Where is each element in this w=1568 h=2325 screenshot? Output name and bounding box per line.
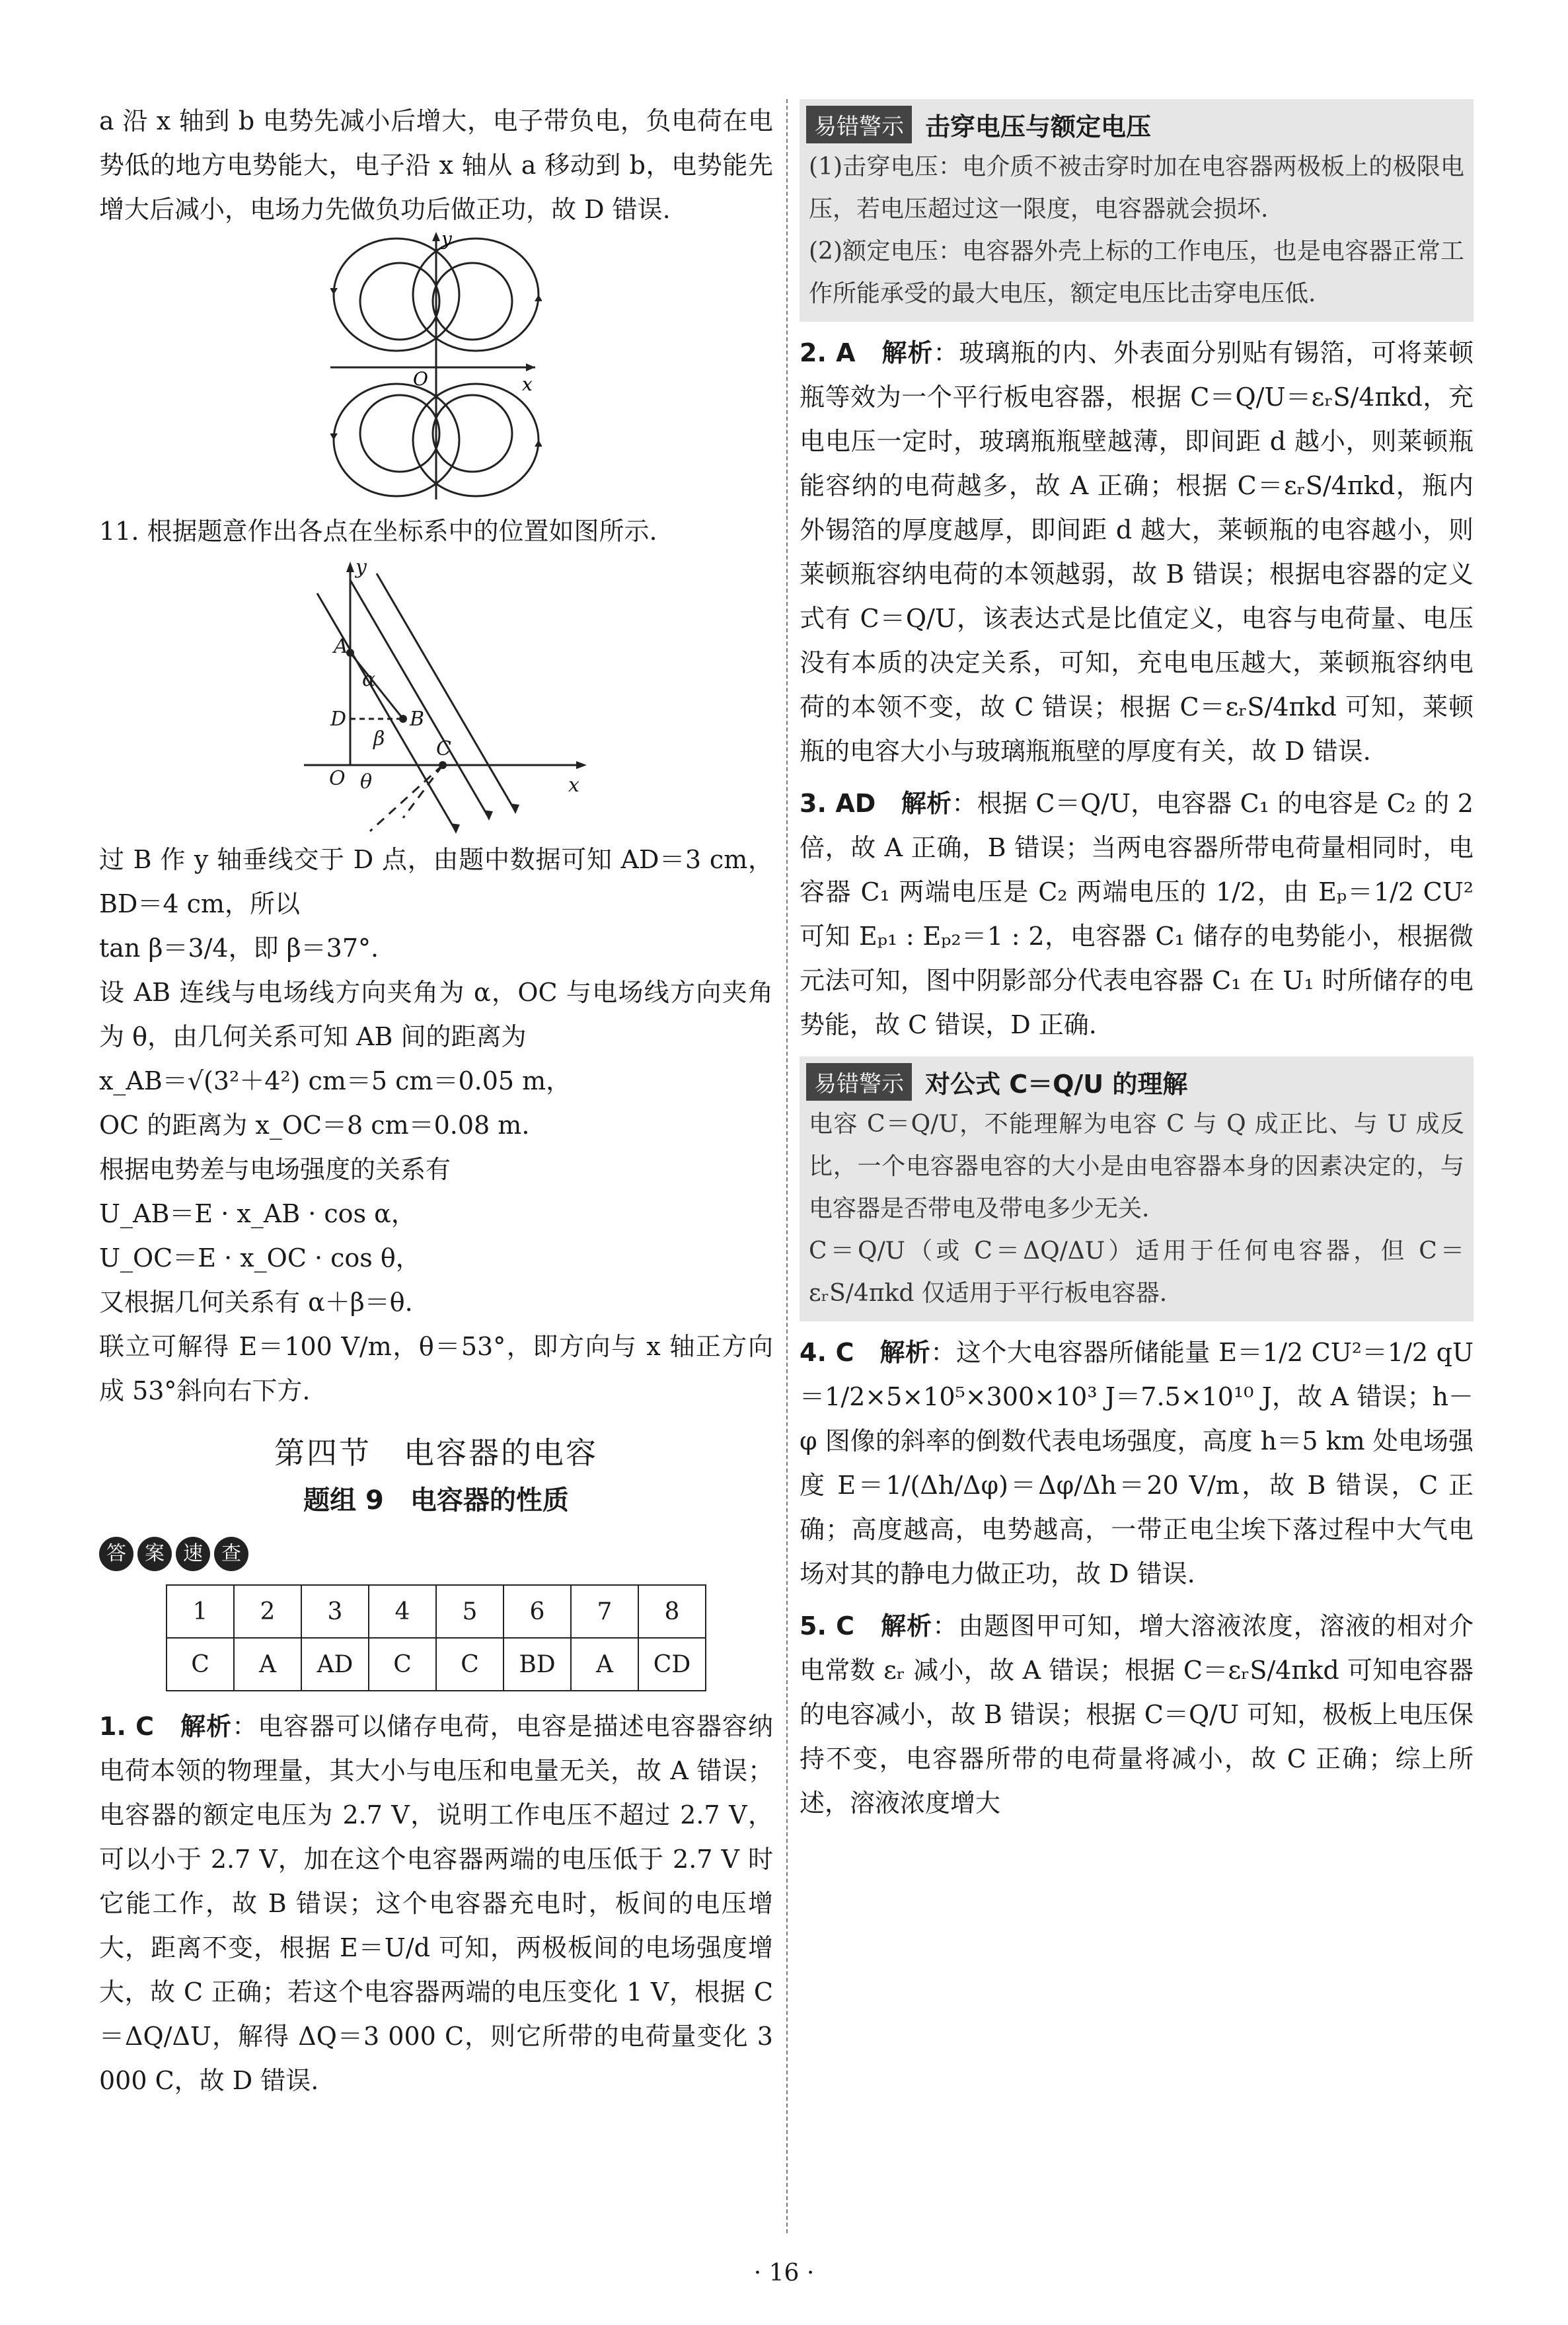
solution-line: OC 的距离为 x_OC＝8 cm＝0.08 m. — [99, 1111, 530, 1140]
answer-key-badge — [99, 1537, 773, 1571]
warning-tag: 易错警示 — [806, 106, 912, 143]
page-number: · 16 · — [753, 2260, 815, 2287]
q1-label: 解析 — [180, 1712, 233, 1741]
q4-text: ：这个大电容器所储能量 E＝1/2 CU²＝1/2 qU＝1/2×5×10⁵×300×10³ J＝7.5×10¹⁰ J，故 A 错误；h－φ 图像的斜率的倒数代表电场强度，高度 h＝5 km 处电场强度 E＝1/(Δh/Δφ)＝Δφ/Δh＝20 V/m，故 B 错误，C 正确；高度越高，电势越高，一带正电尘埃下落过程中大气电场对其的静电力做正功，故 D 错误. — [800, 1338, 1474, 1588]
answer-key: BD — [504, 1638, 571, 1691]
solution-line: 设 AB 连线与电场线方向夹角为 α，OC 与电场线方向夹角为 θ，由几何关系可知 AB 间的距离为 — [99, 978, 773, 1051]
fig1-origin-label: O — [413, 368, 428, 390]
warning-text: C＝Q/U（或 C＝ΔQ/ΔU）适用于任何电容器，但 C＝εᵣS/4πkd 仅适用于平行板电容器. — [809, 1237, 1464, 1307]
fig2-O: O — [329, 767, 346, 790]
fig2-B: B — [410, 708, 425, 731]
q5-text: ：由题图甲可知，增大溶液浓度，溶液的相对介电常数 εᵣ 减小，故 A 错误；根据 C＝εᵣS/4πkd 可知电容器的电容减小，故 B 错误；根据 C＝Q/U 可知，极板上电压保持不变，电容器所带的电荷量将减小，故 C 正确；综上所述，溶液浓度增大 — [800, 1611, 1474, 1818]
answer-key: CD — [638, 1638, 706, 1691]
q2-number: 2. A — [800, 338, 856, 367]
answer-num: 3 — [301, 1585, 369, 1638]
solution-line: 联立可解得 E＝100 V/m，θ＝53°，即方向与 x 轴正方向成 53°斜向右下方. — [99, 1332, 773, 1405]
warning-text: (2)额定电压：电容器外壳上标的工作电压，也是电容器正常工作所能承受的最大电压，额定电压比击穿电压低. — [809, 238, 1464, 307]
answer-key: A — [571, 1638, 638, 1691]
warning-tag: 易错警示 — [806, 1063, 912, 1101]
warning-box-breakdown — [800, 99, 1474, 322]
q2-solution — [800, 331, 1474, 774]
column-divider — [786, 99, 788, 2233]
badge-char: 速 — [176, 1537, 210, 1571]
solution-line: x_AB＝√(3²＋4²) cm＝5 cm＝0.05 m， — [99, 1066, 572, 1095]
warning-box-formula — [800, 1056, 1474, 1321]
answer-num: 8 — [638, 1585, 706, 1638]
q5-solution — [800, 1604, 1474, 1826]
fig1-x-label: x — [522, 373, 533, 395]
answer-key: C — [167, 1638, 234, 1691]
fig2-x: x — [568, 774, 579, 797]
fig2-theta: θ — [360, 770, 373, 793]
q1-solution — [99, 1705, 773, 2103]
answer-num: 5 — [436, 1585, 504, 1638]
solution-line: 过 B 作 y 轴垂线交于 D 点，由题中数据可知 AD＝3 cm，BD＝4 cm，所以 — [99, 845, 773, 918]
coordinate-figure — [278, 554, 595, 838]
q2-label: 解析 — [881, 338, 934, 367]
fig2-D: D — [330, 708, 347, 731]
answer-table — [166, 1584, 706, 1691]
fig1-y-label: y — [441, 232, 452, 250]
solution-line: 又根据几何关系有 α＋β＝θ. — [99, 1288, 413, 1317]
left-column — [99, 99, 773, 2103]
warning-text: 电容 C＝Q/U，不能理解为电容 C 与 Q 成正比、与 U 成反比，一个电容器电容的大小是由电容器本身的因素决定的，与电容器是否带电及带电多少无关. — [809, 1111, 1464, 1222]
solution-line: tan β＝3/4，即 β＝37°. — [99, 934, 379, 963]
q3-solution — [800, 782, 1474, 1047]
answer-key-row — [167, 1638, 706, 1691]
q4-label: 解析 — [879, 1338, 931, 1367]
q1-text: ：电容器可以储存电荷，电容是描述电容器容纳电荷本领的物理量，其大小与电压和电量无关，故 A 错误；电容器的额定电压为 2.7 V，说明工作电压不超过 2.7 V，可以小于 2.7 V，加在这个电容器两端的电压低于 2.7 V 时它能工作，故 B 错误；这个电容器充电时，板间的电压增大，距离不变，根据 E＝U/d 可知，两极板间的电场强度增大，故 C 正确；若这个电容器两端的电压变化 1 V，根据 C＝ΔQ/ΔU，解得 ΔQ＝3 000 C，则它所带的电荷量变化 3 000 C，故 D 错误. — [99, 1712, 773, 2095]
q3-number: 3. AD — [800, 789, 876, 818]
q5-number: 5. C — [800, 1611, 855, 1641]
warning-title: 对公式 C＝Q/U 的理解 — [925, 1070, 1188, 1099]
answer-num: 6 — [504, 1585, 571, 1638]
badge-char: 案 — [137, 1537, 172, 1571]
badge-char: 答 — [99, 1537, 133, 1571]
q4-number: 4. C — [800, 1338, 854, 1367]
q5-label: 解析 — [881, 1611, 933, 1641]
answer-key: C — [436, 1638, 504, 1691]
answer-key: C — [369, 1638, 436, 1691]
answer-key: AD — [301, 1638, 369, 1691]
section-title: 第四节 电容器的电容 — [274, 1435, 598, 1471]
warning-title: 击穿电压与额定电压 — [925, 112, 1152, 141]
answer-num: 7 — [571, 1585, 638, 1638]
answer-key: A — [234, 1638, 301, 1691]
q3-label: 解析 — [901, 789, 952, 818]
badge-char: 查 — [214, 1537, 248, 1571]
q4-solution — [800, 1331, 1474, 1596]
q2-text: ：玻璃瓶的内、外表面分别贴有锡箔，可将莱顿瓶等效为一个平行板电容器，根据 C＝Q/U＝εᵣS/4πkd，充电电压一定时，玻璃瓶瓶壁越薄，即间距 d 越小，则莱顿瓶能容纳的电荷越多，故 A 正确；根据 C＝εᵣS/4πkd，瓶内外锡箔的厚度越厚，即间距 d 越大，莱顿瓶的电容越小，则莱顿瓶容纳电荷的本领越弱，故 B 错误；根据电容器的定义式有 C＝Q/U，该表达式是比值定义，电容与电荷量、电压没有本质的决定关系，可知，充电电压越大，莱顿瓶容纳电荷的本领不变，故 C 错误；根据 C＝εᵣS/4πkd 可知，莱顿瓶的电容大小与玻璃瓶瓶壁的厚度有关，故 D 错误. — [800, 338, 1474, 766]
answer-num: 1 — [167, 1585, 234, 1638]
intro-paragraph: a 沿 x 轴到 b 电势先减小后增大，电子带负电，负电荷在电势低的地方电势能大，电子沿 x 轴从 a 移动到 b，电势能先增大后减小，电场力先做负功后做正功，故 D 错误. — [99, 106, 773, 224]
right-column — [800, 99, 1474, 1826]
solution-line: U_AB＝E · x_AB · cos α， — [99, 1199, 416, 1228]
fig2-alpha: α — [362, 668, 376, 691]
answer-num: 4 — [369, 1585, 436, 1638]
fig2-y: y — [355, 556, 367, 579]
answer-num: 2 — [234, 1585, 301, 1638]
fig2-beta: β — [373, 727, 385, 751]
warning-text: (1)击穿电压：电介质不被击穿时加在电容器两极板上的极限电压，若电压超过这一限度，电容器就会损坏. — [809, 153, 1464, 223]
group-title: 题组 9 电容器的性质 — [303, 1485, 569, 1516]
q3-text: ：根据 C＝Q/U，电容器 C₁ 的电容是 C₂ 的 2 倍，故 A 正确，B 错误；当两电容器所带电荷量相同时，电容器 C₁ 两端电压是 C₂ 两端电压的 1/2，由 Eₚ＝1/2 CU² 可知 Eₚ₁ : Eₚ₂＝1 : 2，电容器 C₁ 储存的电势能小，根据微元法可知，图中阴影部分代表电容器 C₁ 在 U₁ 时所储存的电势能，故 C 错误，D 正确. — [800, 789, 1474, 1039]
solution-line: U_OC＝E · x_OC · cos θ， — [99, 1243, 421, 1273]
field-lines-figure — [330, 232, 542, 503]
q1-number: 1. C — [99, 1712, 155, 1741]
q11-intro: 11. 根据题意作出各点在坐标系中的位置如图所示. — [99, 517, 657, 546]
fig2-A: A — [334, 635, 348, 658]
fig2-C: C — [436, 737, 451, 760]
solution-line: 根据电势差与电场强度的关系有 — [99, 1155, 451, 1184]
answer-num-row — [167, 1585, 706, 1638]
